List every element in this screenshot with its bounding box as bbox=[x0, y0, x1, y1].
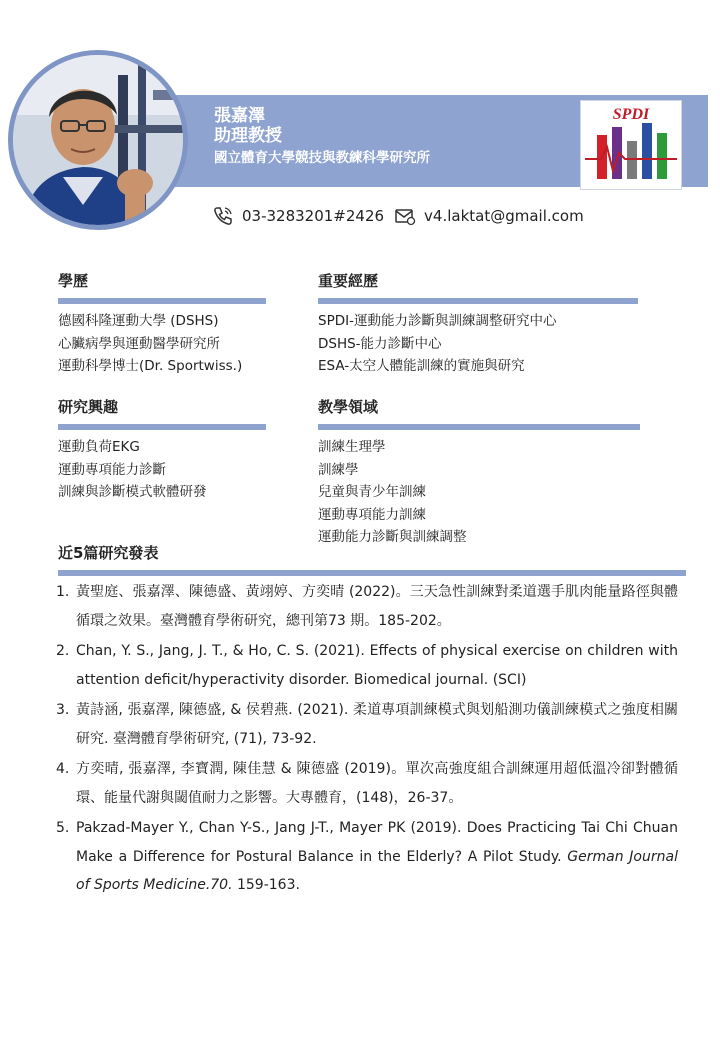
institute-name: 國立體育大學競技與教練科學研究所 bbox=[214, 150, 430, 166]
email-icon bbox=[394, 205, 416, 227]
section-title: 近5篇研究發表 bbox=[58, 544, 159, 562]
interests-list bbox=[58, 436, 266, 504]
list-item: 訓練生理學 bbox=[318, 439, 386, 455]
publication-text: Pakzad-Mayer Y., Chan Y-S., Jang J-T., Mayer PK (2019). Does Practicing Tai Chi Chuan Make a Difference for Postural Balance in the Elderly? A Pilot Study. bbox=[76, 820, 678, 865]
section-teaching bbox=[318, 396, 640, 549]
publication-item bbox=[56, 696, 678, 753]
list-item: 訓練與診斷模式軟體研發 bbox=[58, 484, 207, 500]
portrait-image bbox=[13, 55, 183, 225]
publication-number: 3. bbox=[56, 702, 70, 718]
list-item: DSHS-能力診斷中心 bbox=[318, 335, 442, 352]
publication-number: 5. bbox=[56, 820, 70, 836]
list-item: 德國科隆運動大學 (DSHS) bbox=[58, 313, 219, 329]
section-divider bbox=[318, 298, 638, 304]
spdi-logo bbox=[580, 100, 682, 190]
section-education bbox=[58, 270, 266, 378]
contact-bar bbox=[212, 204, 594, 228]
experience-list bbox=[318, 310, 638, 378]
section-experience bbox=[318, 270, 638, 378]
publication-number: 4. bbox=[56, 761, 70, 777]
publication-text: Chan, Y. S., Jang, J. T., & Ho, C. S. (2021). Effects of physical exercise on children with attention deficit/hyperactivity disorder. Biomedical journal. (SCI) bbox=[76, 643, 678, 688]
list-item: 心臟病學與運動醫學研究所 bbox=[58, 335, 220, 352]
list-item: 運動專項能力訓練 bbox=[318, 506, 426, 523]
profile-photo bbox=[8, 50, 188, 230]
section-publications bbox=[58, 542, 686, 576]
phone-number: 03-3283201#2426 bbox=[242, 207, 385, 225]
list-item: SPDI-運動能力診斷與訓練調整研究中心 bbox=[318, 313, 557, 329]
list-item: ESA-太空人體能訓練的實施與研究 bbox=[318, 358, 525, 374]
section-title: 研究興趣 bbox=[58, 398, 119, 416]
section-title: 教學領域 bbox=[318, 398, 379, 416]
publication-item bbox=[56, 578, 678, 635]
publication-journal: German Journal of Sports Medicine.70. bbox=[76, 848, 678, 893]
header-text bbox=[214, 106, 430, 168]
list-item: 訓練學 bbox=[318, 461, 359, 478]
publication-item bbox=[56, 814, 678, 900]
publication-list bbox=[56, 578, 678, 902]
list-item: 運動負荷EKG bbox=[58, 439, 140, 455]
publication-pages: 159-163. bbox=[232, 877, 300, 893]
section-title: 學歷 bbox=[58, 272, 89, 290]
section-divider bbox=[58, 424, 266, 430]
section-title: 重要經歷 bbox=[318, 272, 379, 290]
publication-text: 黃詩涵, 張嘉澤, 陳德盛, & 侯碧燕. (2021). 柔道專項訓練模式與划船測功儀訓練模式之強度相關研究. 臺灣體育學術研究, (71), 73-92. bbox=[76, 702, 678, 747]
logo-text: SPDI bbox=[612, 106, 650, 123]
section-interests bbox=[58, 396, 266, 504]
list-item: 運動專項能力診斷 bbox=[58, 461, 166, 478]
person-title: 助理教授 bbox=[214, 126, 282, 146]
section-divider bbox=[58, 570, 686, 576]
list-item: 兒童與青少年訓練 bbox=[318, 484, 426, 500]
publication-number: 2. bbox=[56, 643, 70, 659]
teaching-list bbox=[318, 436, 640, 549]
list-item: 運動科學博士(Dr. Sportwiss.) bbox=[58, 358, 243, 374]
publication-text: 方奕晴, 張嘉澤, 李寶潤, 陳佳慧 & 陳德盛 (2019)。單次高強度組合訓練運用超低溫冷卻對體循環、能量代謝與閾值耐力之影響。大專體育，(148)，26-37。 bbox=[76, 761, 678, 806]
publication-number: 1. bbox=[56, 584, 70, 600]
publication-item bbox=[56, 755, 678, 812]
section-divider bbox=[58, 298, 266, 304]
list-item: 運動能力診斷與訓練調整 bbox=[318, 529, 467, 545]
person-name: 張嘉澤 bbox=[214, 106, 265, 126]
email-address[interactable]: v4.laktat@gmail.com bbox=[424, 207, 584, 225]
section-divider bbox=[318, 424, 640, 430]
publication-item bbox=[56, 637, 678, 694]
publication-text: 黃聖庭、張嘉澤、陳德盛、黃翊婷、方奕晴 (2022)。三天急性訓練對柔道選手肌肉能量路徑與體循環之效果。臺灣體育學術研究，總刊第73 期。185-202。 bbox=[76, 584, 678, 629]
phone-icon bbox=[212, 205, 234, 227]
education-list bbox=[58, 310, 266, 378]
